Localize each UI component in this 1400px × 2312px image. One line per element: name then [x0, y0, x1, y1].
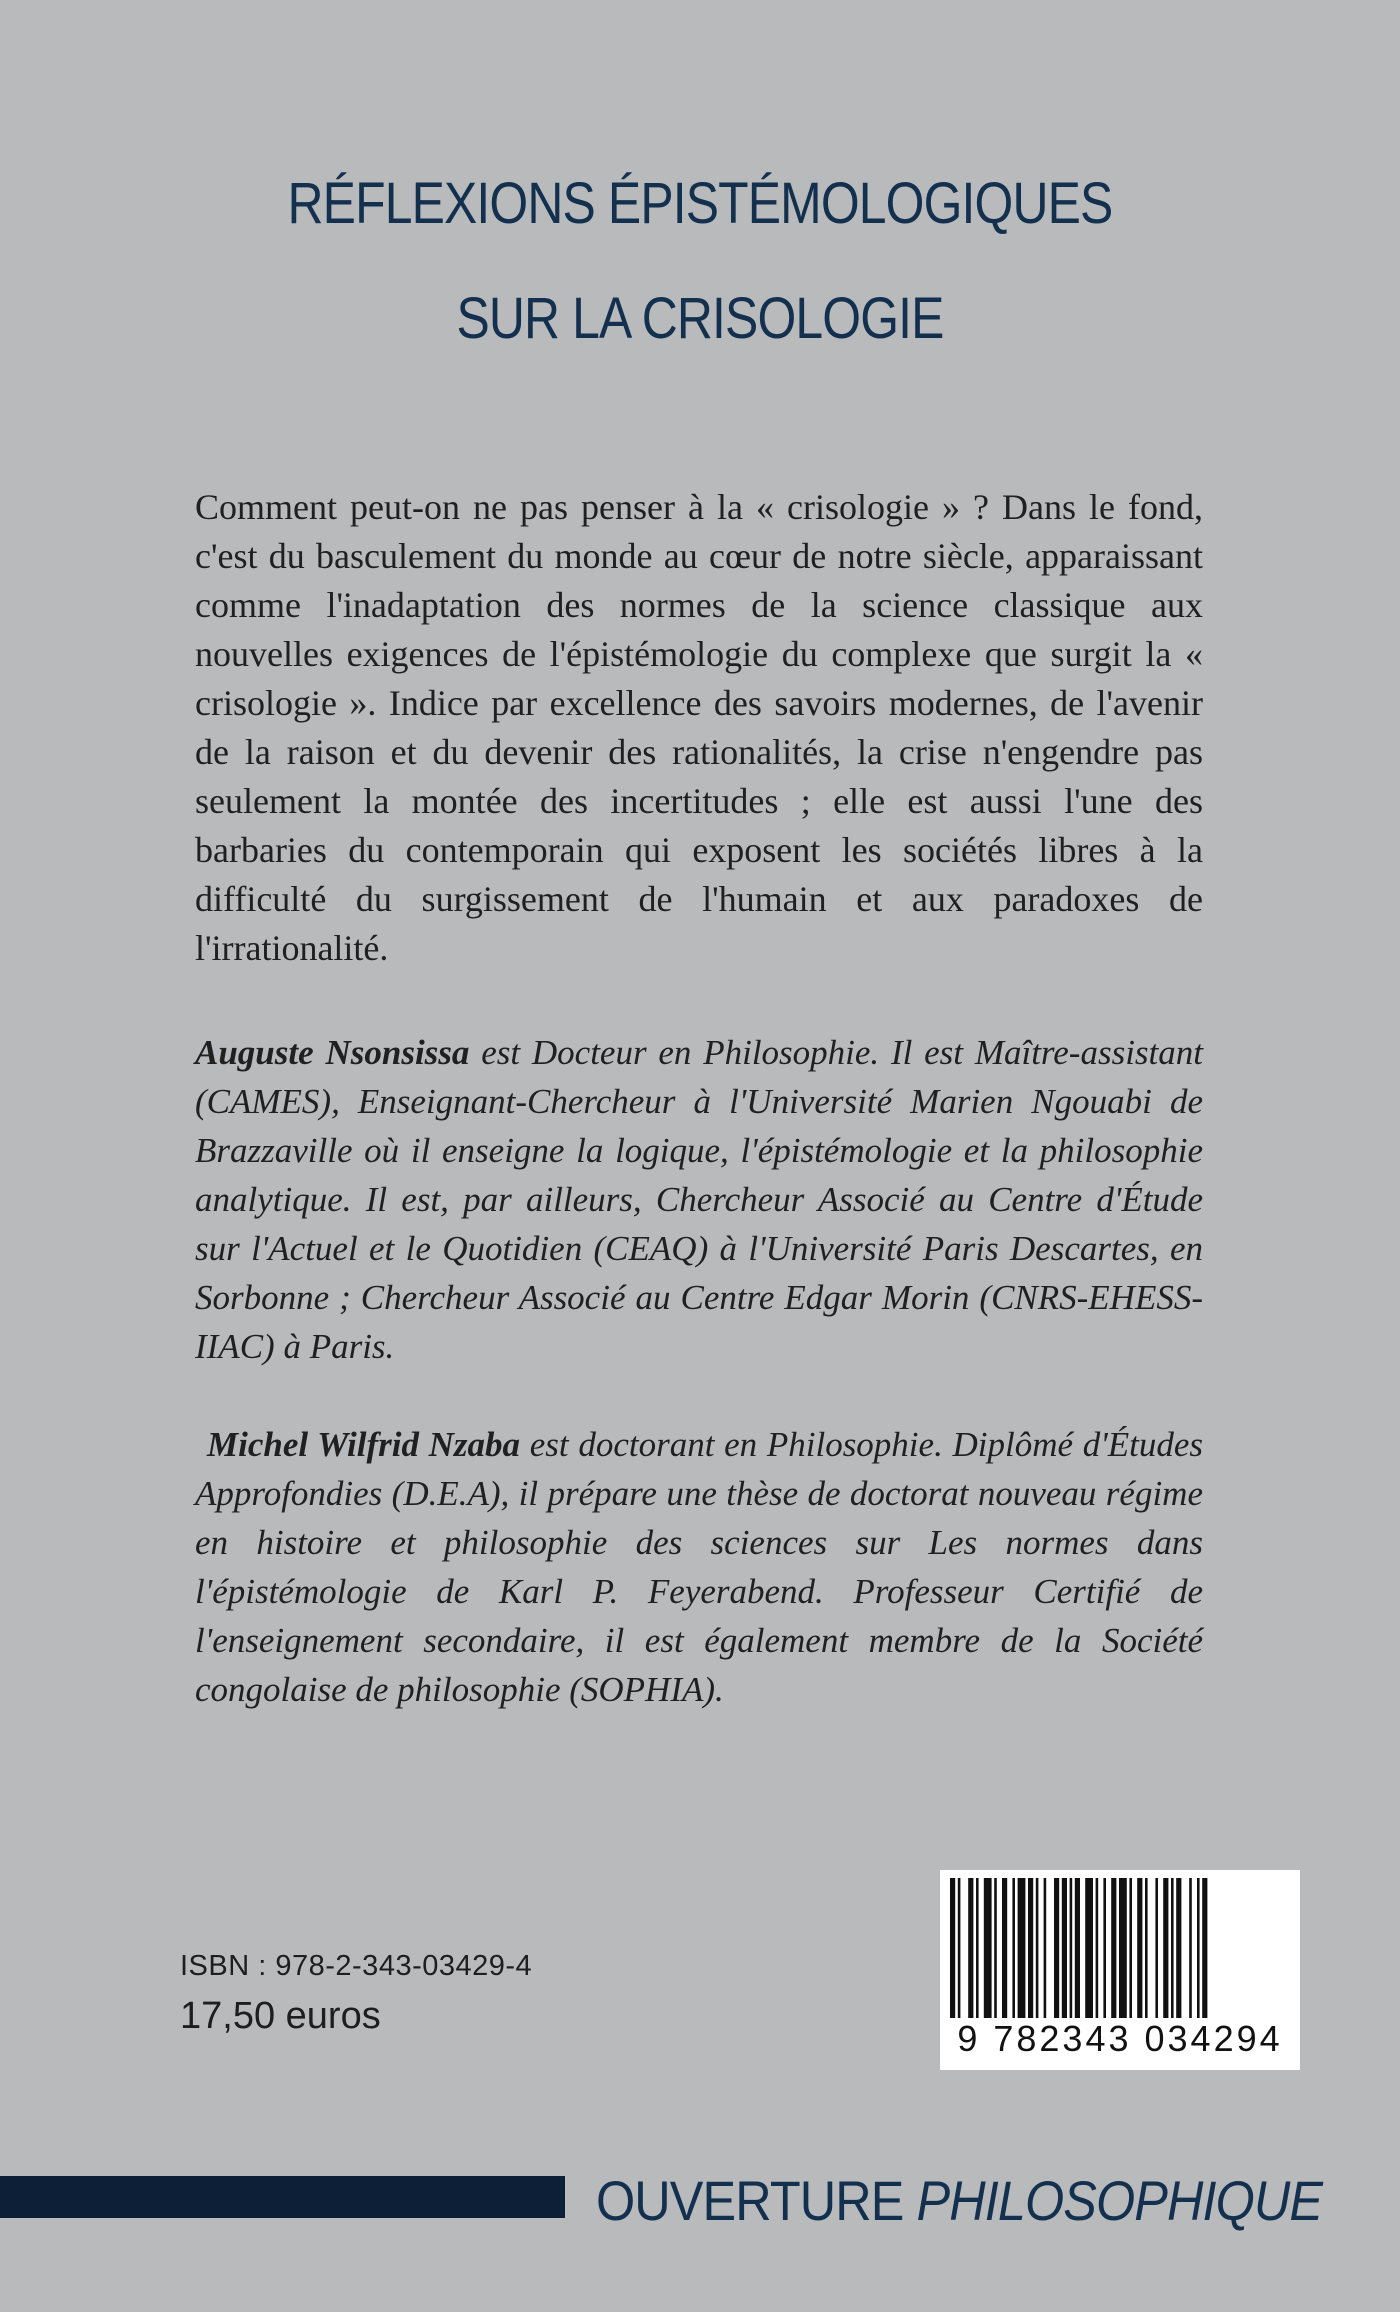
barcode-bar: [976, 1878, 979, 2018]
barcode-bar: [1129, 1878, 1132, 2018]
barcode-bar: [950, 1878, 955, 2018]
author-name-1: Auguste Nsonsissa: [195, 1033, 470, 1072]
series-name: [596, 2168, 1322, 2233]
barcode-bar: [1062, 1878, 1067, 2018]
barcode-bar: [1012, 1878, 1015, 2018]
author-bio-2-text: est doctorant en Philosophie. Diplômé d'Études Approfondies (D.E.A), il prépare une thèse de doctorat nouveau régime en histoire et philosophie des sciences sur Les normes dans l'épistémologie de Karl P. Feyerabend. Professeur Certifié de l'enseignement secondaire, il est également membre de la Société congolaise de philosophie (SOPHIA).: [195, 1425, 1203, 1709]
barcode-bar: [1111, 1878, 1116, 2018]
title-line-1: RÉFLEXIONS ÉPISTÉMOLOGIQUES: [287, 171, 1113, 236]
barcode-bar: [1054, 1878, 1059, 2018]
summary-paragraph: Comment peut-on ne pas penser à la « crisologie » ? Dans le fond, c'est du basculement du monde au cœur de notre siècle, apparaissant comme l'inadaptation des normes de la science classique aux nouvelles exigences de l'épistémologie du complexe que surgit la « crisologie ». Indice par excellence des savoirs modernes, de l'avenir de la raison et du devenir des rationalités, la crise n'engendre pas seulement la montée des incertitudes ; elle est aussi l'une des barbaries du contemporain qui exposent les sociétés libres à la difficulté du surgissement de l'humain et aux paradoxes de l'irrationalité.: [195, 487, 1203, 968]
barcode-bar: [1163, 1878, 1168, 2018]
series-name-part-1: OUVERTURE: [596, 2169, 917, 2232]
barcode-bar: [1002, 1878, 1007, 2018]
barcode-bar: [1171, 1878, 1174, 2018]
barcode-bar: [1028, 1878, 1033, 2018]
barcode-bar: [968, 1878, 973, 2018]
barcode-bar: [1085, 1878, 1093, 2018]
barcode-bar: [1189, 1878, 1192, 2018]
barcode-bar: [1103, 1878, 1106, 2018]
author-bio-1: [195, 1028, 1203, 1371]
barcode-number: 9 782343 034294: [940, 2018, 1300, 2060]
author-name-2: Michel Wilfrid Nzaba: [207, 1425, 521, 1464]
barcode-bar: [1137, 1878, 1142, 2018]
barcode-bars: [940, 1870, 1300, 2020]
barcode-bar: [1044, 1878, 1047, 2018]
barcode-bar: [1070, 1878, 1073, 2018]
barcode-bar: [1036, 1878, 1039, 2018]
barcode-bar: [1197, 1878, 1200, 2018]
barcode-bar: [1018, 1878, 1026, 2018]
barcode: [940, 1870, 1300, 2070]
barcode-bar: [1075, 1878, 1080, 2018]
barcode-bar: [1202, 1878, 1207, 2018]
author-bio-1-text: est Docteur en Philosophie. Il est Maître-assistant (CAMES), Enseignant-Chercheur à l'Université Marien Ngouabi de Brazzaville où il enseigne la logique, l'épistémologie et la philosophie analytique. Il est, par ailleurs, Chercheur Associé au Centre d'Étude sur l'Actuel et le Quotidien (CEAQ) à l'Université Paris Descartes, en Sorbonne ; Chercheur Associé au Centre Edgar Morin (CNRS-EHESS-IIAC) à Paris.: [195, 1033, 1203, 1366]
barcode-bar: [1155, 1878, 1158, 2018]
series-bar: [0, 2176, 565, 2218]
barcode-bar: [1176, 1878, 1181, 2018]
isbn: ISBN : 978-2-343-03429-4: [180, 1950, 533, 1982]
title-line-2: SUR LA CRISOLOGIE: [456, 286, 944, 351]
author-bio-2: [195, 1420, 1203, 1714]
barcode-bar: [958, 1878, 961, 2018]
barcode-bar: [1145, 1878, 1148, 2018]
barcode-bar: [1119, 1878, 1127, 2018]
barcode-bar: [994, 1878, 997, 2018]
barcode-bar: [984, 1878, 992, 2018]
barcode-bar: [1096, 1878, 1099, 2018]
series-name-part-2: PHILOSOPHIQUE: [916, 2169, 1323, 2232]
price: 17,50 euros: [180, 1995, 381, 2037]
